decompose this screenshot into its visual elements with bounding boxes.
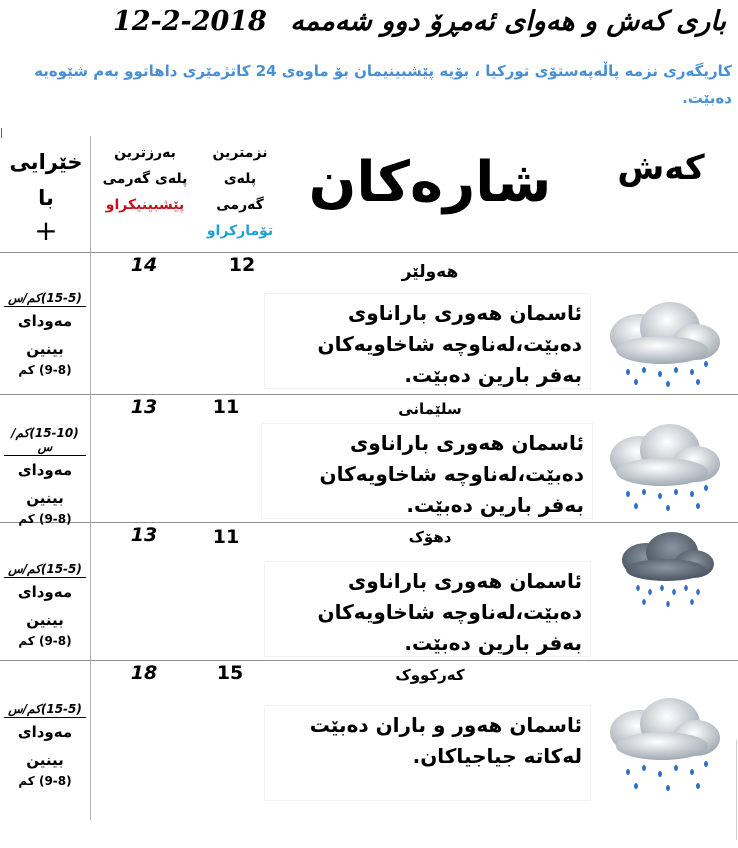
forecast-summary: کاریگەری نزمە پاڵەپەستۆی تورکیا ، بۆیە پێشبینیمان بۆ ماوەی 24 کاتژمێری داهاتوو بەم شێوەیە دەبێت.: [34, 62, 732, 107]
rain-cloud-icon: [598, 688, 728, 800]
header-min-line4: تۆمارکراو: [206, 223, 274, 239]
visibility-label: مەودای: [17, 583, 73, 601]
column-divider: [736, 740, 737, 840]
wind-visibility: [4, 426, 86, 526]
city-name: دهۆک: [408, 528, 452, 546]
wind-visibility: [4, 562, 86, 648]
row-divider: [0, 522, 738, 523]
min-temp: 11: [212, 526, 240, 548]
min-temp: 12: [228, 254, 256, 276]
weather-description: ئاسمان هەوری باراناوی دەبێت،لەناوچە شاخاویەکان بەفر بارین دەبێت.: [265, 562, 590, 656]
header-wind-line2: با: [38, 186, 54, 210]
city-name: کەرکووک: [395, 666, 465, 684]
visibility-label: بینین: [26, 489, 64, 507]
title-text: باری کەش و هەوای ئەمڕۆ دوو شەممە: [290, 6, 726, 37]
weather-description: ئاسمان هەوری باراناوی دەبێت،لەناوچە شاخاویەکان بەفر بارین دەبێت.: [262, 424, 592, 518]
header-max-temp: [96, 140, 194, 218]
header-min-line1: نزمترین: [212, 145, 268, 161]
header-min-line2: پلەی: [223, 171, 257, 187]
wind-speed: (15-5)کم/س: [4, 562, 86, 578]
header-max-line3: پێشبینیکراو: [105, 197, 185, 213]
max-temp: 18: [130, 662, 158, 684]
wind-visibility: [4, 702, 86, 788]
visibility-label: بینین: [26, 611, 64, 629]
header-min-temp: [196, 140, 284, 244]
city-name: سلێمانی: [398, 400, 462, 418]
row-divider: [0, 660, 738, 661]
rain-cloud-icon: [598, 292, 728, 388]
page-title: [12, 6, 726, 48]
wind-speed: (15-5)کم/س: [4, 702, 86, 718]
visibility-distance: (9-8) کم: [18, 634, 72, 648]
corner-mark: [1, 128, 2, 138]
row-divider: [0, 394, 738, 395]
visibility-label: مەودای: [17, 723, 73, 741]
wind-speed: (15-10)کم/س: [4, 426, 86, 456]
plus-icon: +: [34, 214, 58, 247]
visibility-label: مەودای: [17, 461, 73, 479]
weather-description: ئاسمان هەور و باران دەبێت لەکاتە جیاجیاکان.: [265, 706, 590, 800]
column-divider: [90, 136, 91, 820]
wind-speed: (15-5)کم/س: [4, 291, 86, 307]
visibility-distance: (9-8) کم: [18, 363, 72, 377]
min-temp: 15: [216, 662, 244, 684]
visibility-label: بینین: [26, 751, 64, 769]
title-date: 12-2-2018: [112, 6, 267, 37]
header-cities: شارەکان: [308, 150, 552, 215]
visibility-label: مەودای: [17, 312, 73, 330]
header-wind-speed: [4, 144, 88, 246]
heavy-rain-cloud-icon: [610, 530, 720, 610]
wind-visibility: [4, 291, 86, 377]
max-temp: 14: [130, 254, 158, 276]
row-divider: [0, 252, 738, 253]
min-temp: 11: [212, 396, 240, 418]
weather-description: ئاسمان هەوری باراناوی دەبێت،لەناوچە شاخاویەکان بەفر بارین دەبێت.: [265, 294, 590, 388]
city-name: هەولێر: [401, 262, 459, 282]
max-temp: 13: [130, 396, 158, 418]
header-max-line2: پلەی گەرمی: [102, 171, 188, 187]
header-min-line3: گەرمی: [216, 197, 264, 213]
visibility-distance: (9-8) کم: [18, 512, 72, 526]
visibility-label: بینین: [26, 340, 64, 358]
header-max-line1: بەرزترین: [114, 145, 176, 161]
header-weather: کەش: [617, 148, 705, 188]
visibility-distance: (9-8) کم: [18, 774, 72, 788]
header-wind-line1: خێرایی: [9, 150, 83, 174]
rain-cloud-icon: [598, 418, 728, 514]
max-temp: 13: [130, 524, 158, 546]
